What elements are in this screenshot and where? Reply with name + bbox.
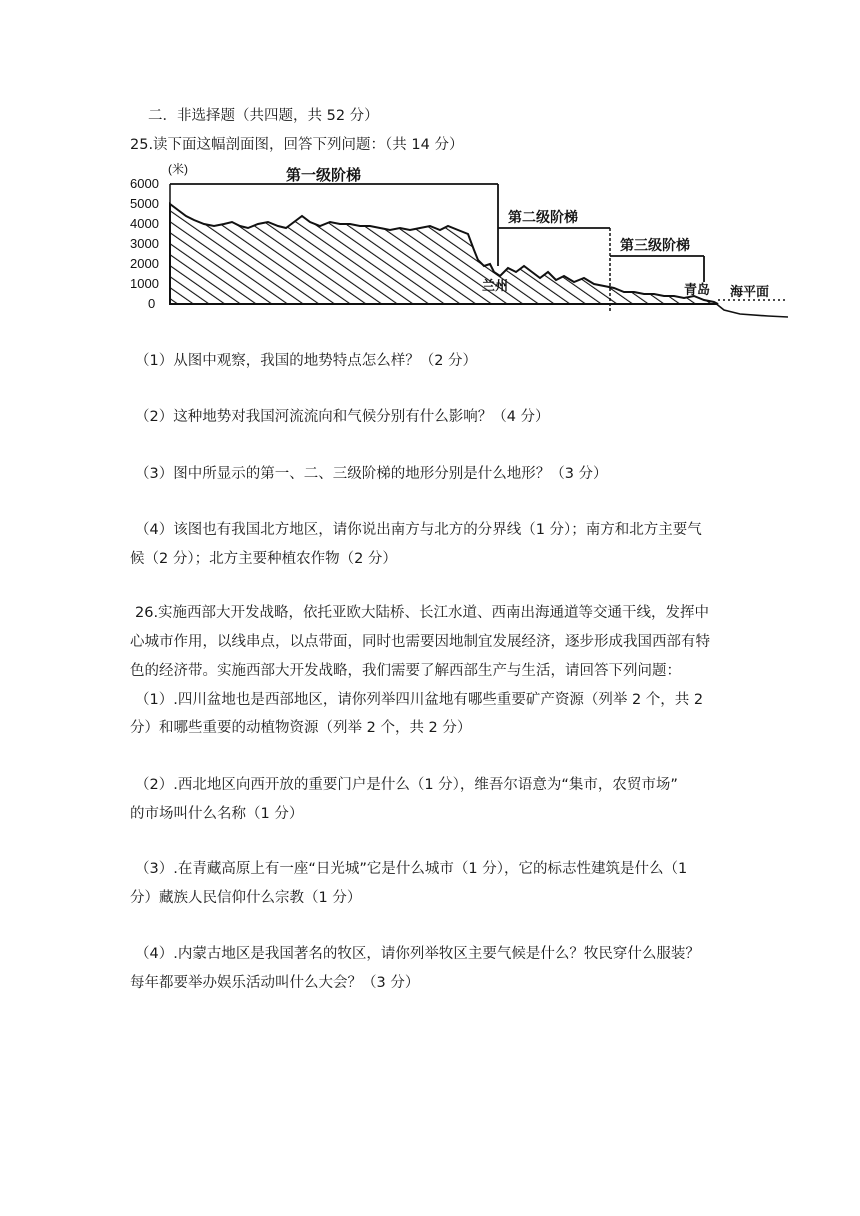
- qingdao-label: 青岛: [684, 283, 711, 298]
- terrain-profile-svg: [128, 160, 788, 320]
- section-title: 二．非选择题（共四题，共 52 分）: [148, 108, 379, 124]
- terrain-profile-figure: [128, 160, 788, 320]
- q25-sub3: （3）图中所显示的第一、二、三级阶梯的地形分别是什么地形？（3 分）: [135, 466, 608, 482]
- y-tick: 2000: [130, 256, 159, 271]
- step2-label: 第二级阶梯: [508, 210, 578, 226]
- lanzhou-label: 兰州: [482, 279, 509, 294]
- q26-sub3-line1: （3）.在青藏高原上有一座“日光城”它是什么城市（1 分），它的标志性建筑是什么（1: [135, 861, 688, 877]
- q26-sub4-line1: （4）.内蒙古地区是我国著名的牧区，请你列举牧区主要气候是什么？牧民穿什么服装？: [135, 946, 700, 962]
- sea-floor-line: [714, 302, 788, 317]
- y-tick: 5000: [130, 196, 159, 211]
- q26-sub2-line1: （2）.西北地区向西开放的重要门户是什么（1 分），维吾尔语意为“集市，农贸市场”: [135, 777, 678, 793]
- q25-sub4-line1: （4）该图也有我国北方地区，请你说出南方与北方的分界线（1 分）；南方和北方主要气: [135, 522, 702, 538]
- y-unit-label: (米): [168, 162, 188, 176]
- y-tick: 0: [148, 296, 156, 311]
- q26-sub2-line2: 的市场叫什么名称（1 分）: [130, 806, 304, 822]
- y-tick: 1000: [130, 276, 159, 291]
- step3-label: 第三级阶梯: [620, 238, 690, 254]
- y-tick: 3000: [130, 236, 159, 251]
- y-tick: 4000: [130, 216, 159, 231]
- sea-level-label: 海平面: [730, 285, 770, 300]
- q25-sub4-line2: 候（2 分）；北方主要种植农作物（2 分）: [130, 551, 397, 567]
- terrain-profile: [170, 204, 718, 304]
- q25-sub1: （1）从图中观察，我国的地势特点怎么样？（2 分）: [135, 353, 478, 369]
- y-tick: 6000: [130, 176, 159, 191]
- q25-title: 25.读下面这幅剖面图，回答下列问题：（共 14 分）: [130, 137, 464, 153]
- step1-label: 第一级阶梯: [286, 166, 362, 184]
- q26-intro-line1: 26.实施西部大开发战略，依托亚欧大陆桥、长江水道、西南出海通道等交通干线，发挥中: [135, 605, 710, 621]
- q26-sub4-line2: 每年都要举办娱乐活动叫什么大会？（3 分）: [130, 975, 420, 991]
- q26-sub1-line1: （1）.四川盆地也是西部地区，请你列举四川盆地有哪些重要矿产资源（列举 2 个，共 2: [135, 692, 704, 708]
- q26-intro-line2: 心城市作用，以线串点，以点带面，同时也需要因地制宜发展经济，逐步形成我国西部有特: [130, 634, 710, 650]
- q26-sub1-line2: 分）和哪些重要的动植物资源（列举 2 个，共 2 分）: [130, 720, 472, 736]
- q26-intro-line3: 色的经济带。实施西部大开发战略，我们需要了解西部生产与生活，请回答下列问题：: [130, 663, 681, 679]
- q25-sub2: （2）这种地势对我国河流流向和气候分别有什么影响？（4 分）: [135, 409, 550, 425]
- q26-sub3-line2: 分）藏族人民信仰什么宗教（1 分）: [130, 890, 362, 906]
